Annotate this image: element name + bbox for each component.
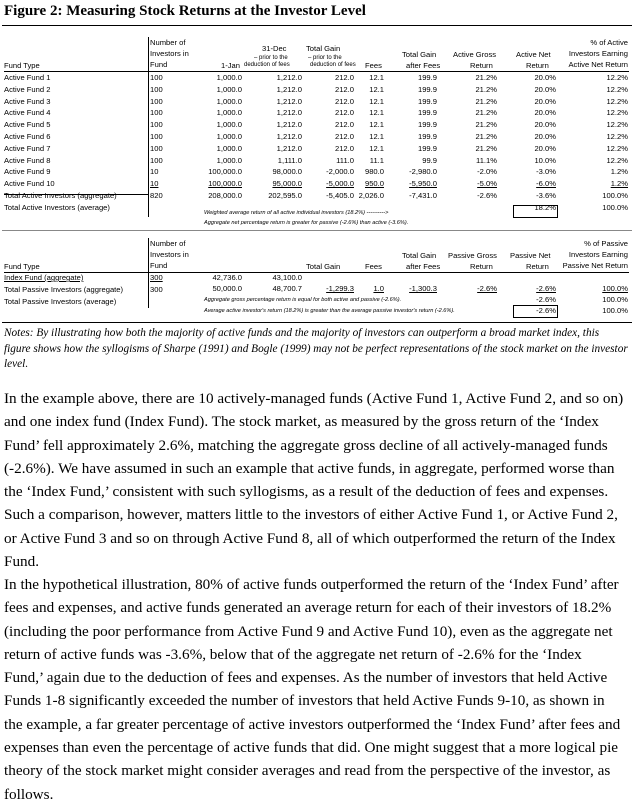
active-row-net: 20.0%	[534, 96, 556, 106]
active-row-gross: 21.2%	[475, 143, 497, 153]
active-row-fund: Total Active Investors (average)	[4, 202, 110, 212]
active-row-fees: 12.1	[369, 96, 384, 106]
active-row-dec31: 1,111.0	[277, 155, 302, 165]
active-hdr-after-1: Total Gain	[402, 50, 437, 59]
active-row-fund: Active Fund 7	[4, 143, 51, 153]
passive-row-investors: 300	[150, 273, 163, 282]
body-paragraph-1: In the example above, there are 10 actively-managed funds (Active Fund 1, Active Fund 2, and so on) and one index fund (Index Fund). The stock market, as measured by the gross return of the ‘Index Fund’ fell approximately 2.6%, matching the aggregate gross decline of all actively-managed funds (-2.6%). We have assumed in such an example that active funds, in aggregate, performed worse than the ‘Index Fund,’ consistent with such syllogisms, as a result of the deduction of fees and expenses. Such a comparison, however, matters little to the investors of either Active Fund 1, or Active Fund 2, or Active Fund 3 and so on through Active Fund 8, all of which outperformed the return of the Index Fund.	[4, 390, 624, 571]
active-row-fund: Active Fund 3	[4, 96, 51, 106]
active-row-jan1: 1,000.0	[216, 143, 242, 153]
active-row-investors: 100	[150, 73, 163, 82]
active-row-gross: 21.2%	[475, 120, 497, 130]
passive-row-dec31: 48,700.7	[272, 284, 302, 293]
passive-hdr-net-1: Passive Net	[510, 251, 551, 260]
avg-net-return-box	[513, 205, 558, 218]
active-row-investors: 10	[150, 167, 159, 177]
active-row-gross: 21.2%	[475, 108, 497, 118]
active-row-fund: Active Fund 5	[4, 120, 51, 130]
passive-col-divider	[148, 238, 149, 308]
active-row-fund: Active Fund 2	[4, 84, 51, 94]
active-table	[4, 37, 628, 229]
figure-notes: Notes: By illustrating how both the majority of active funds and the majority of investors can outperform a broad market index, this figure shows how the syllogisms of Sharpe (1991) and Bogle (1999) may not be perfect representations of the stock market on the investor level.	[4, 327, 628, 370]
passive-total-agg-investors: 300	[150, 285, 163, 294]
active-row-fund: Active Fund 10	[4, 179, 55, 189]
active-row-after: -2,980.0	[409, 167, 437, 177]
active-row-after: 199.9	[417, 132, 437, 141]
passive-hdr-gross-1: Passive Gross	[448, 251, 497, 260]
active-row-net: -6.0%	[536, 179, 556, 189]
active-row-net: 20.0%	[534, 120, 556, 130]
active-row-jan1: 1,000.0	[216, 96, 242, 106]
passive-row-gross: -2.6%	[477, 284, 497, 293]
active-row-gross: 21.2%	[475, 73, 497, 82]
active-row-after: 199.9	[417, 96, 437, 106]
passive-hdr-pct-2: Investors Earning	[568, 250, 628, 259]
active-row-gain: -5,000.0	[326, 179, 354, 189]
active-hdr-net-1: Active Net	[516, 50, 551, 59]
active-row-investors: 100	[150, 96, 163, 106]
active-row-after: 199.9	[417, 120, 437, 130]
active-row-investors: 100	[150, 84, 163, 94]
active-row-net: 18.2%	[534, 202, 556, 212]
active-hdr-investors-2: Investors in	[150, 49, 189, 58]
active-hdr-fees: Fees	[365, 61, 382, 70]
active-row-dec31: 1,212.0	[276, 120, 302, 130]
active-row-net: 10.0%	[534, 155, 556, 165]
active-row-dec31: 1,212.0	[276, 84, 302, 94]
active-row-gain: 212.0	[334, 73, 354, 82]
active-row-jan1: 1,000.0	[216, 73, 242, 82]
active-row-gain: -2,000.0	[326, 167, 354, 177]
passive-row-after: -1,300.3	[409, 284, 437, 293]
passive-note-1: Aggregate gross percentage return is equal for both active and passive (-2.6%).	[204, 297, 402, 303]
passive-hdr-total-gain: Total Gain	[306, 262, 341, 271]
active-row-after: -7,431.0	[409, 191, 437, 200]
active-row-after: 199.9	[417, 84, 437, 94]
figure-top-rule	[2, 25, 632, 26]
active-row-fees: 12.1	[369, 84, 384, 94]
active-row-jan1: 1,000.0	[216, 132, 242, 141]
passive-note-2: Average active investor's return (18.2%) is greater than the average passive investor's return (-2.6%).	[204, 308, 455, 314]
active-row-jan1: 208,000.0	[208, 191, 242, 200]
active-row-jan1: 1,000.0	[216, 108, 242, 118]
active-row-fees: 12.1	[369, 143, 384, 153]
active-row-net: -3.6%	[536, 191, 556, 200]
active-hdr-after-2: after Fees	[406, 61, 441, 70]
active-hdr-jan1: 1-Jan	[221, 61, 240, 70]
active-row-dec31: 1,212.0	[276, 143, 302, 153]
active-row-investors: 820	[150, 191, 163, 200]
active-row-fees: 2,026.0	[358, 191, 384, 200]
active-row-investors: 100	[150, 108, 163, 118]
active-row-fund: Active Fund 8	[4, 155, 51, 165]
passive-total-agg-net: -2.6%	[536, 295, 556, 304]
active-row-net: 20.0%	[534, 108, 556, 118]
active-row-fund: Active Fund 6	[4, 132, 51, 141]
passive-hdr-after-1: Total Gain	[402, 251, 437, 260]
active-row-dec31: 1,212.0	[276, 73, 302, 82]
active-row-gross: 21.2%	[475, 84, 497, 94]
active-row-jan1: 100,000.0	[208, 179, 242, 189]
passive-total-avg-net: -2.6%	[536, 306, 556, 315]
active-hdr-net-2: Return	[526, 61, 549, 70]
active-row-dec31: 98,000.0	[272, 167, 302, 177]
active-row-dec31: 1,212.0	[276, 108, 302, 118]
active-hdr-total-gain: Total Gain	[306, 44, 341, 53]
active-row-gain: 212.0	[334, 96, 354, 106]
active-col-divider	[148, 37, 149, 217]
passive-hdr-pct-3: Passive Net Return	[562, 261, 628, 270]
active-row-pct: 12.2%	[606, 155, 628, 165]
active-row-jan1: 1,000.0	[216, 84, 242, 94]
active-row-gross: 11.1%	[476, 155, 497, 165]
active-row-gain: 212.0	[334, 84, 354, 94]
active-row-fund: Total Active Investors (aggregate)	[4, 191, 117, 200]
passive-total-avg-pct: 100.0%	[602, 306, 628, 315]
active-row-pct: 100.0%	[602, 202, 628, 212]
active-row-gross: 21.2%	[475, 132, 497, 141]
passive-row-dec31-a: 43,100.0	[272, 273, 302, 282]
active-hdr-investors-3: Fund	[150, 60, 168, 69]
active-row-gain: -5,405.0	[326, 191, 354, 200]
active-row-pct: 12.2%	[606, 132, 628, 141]
passive-avg-net-box	[513, 305, 558, 318]
passive-hdr-net-2: Return	[526, 262, 549, 271]
passive-hdr-gross-2: Return	[470, 262, 493, 271]
active-row-dec31: 95,000.0	[272, 179, 302, 189]
passive-row-fees: 1.0	[373, 284, 384, 293]
active-hdr-investors-1: Number of	[150, 38, 186, 47]
active-row-gross: 21.2%	[475, 96, 497, 106]
passive-hdr-after-2: after Fees	[406, 262, 441, 271]
active-row-fees: 12.1	[369, 73, 384, 82]
active-row-after: 199.9	[417, 73, 437, 82]
passive-hdr-fees: Fees	[365, 262, 382, 271]
active-hdr-gross-2: Return	[470, 61, 493, 70]
passive-row-net: -2.6%	[536, 284, 556, 293]
active-row-jan1: 1,000.0	[216, 155, 242, 165]
active-hdr-fund-type: Fund Type	[4, 61, 40, 70]
active-row-fees: 950.0	[364, 179, 384, 189]
active-note-2: Aggregate net percentage return is greater for passive (-2.6%) than active (-3.6%).	[204, 220, 409, 226]
passive-hdr-fund-type: Fund Type	[4, 262, 40, 271]
active-row-gross: -2.0%	[477, 167, 497, 177]
active-row-pct: 12.2%	[606, 84, 628, 94]
active-row-gross: -2.6%	[477, 191, 497, 200]
passive-row-pct: 100.0%	[602, 284, 628, 293]
active-hdr-pct-3: Active Net Return	[568, 60, 628, 69]
active-row-pct: 12.2%	[606, 73, 628, 82]
active-row-dec31: 1,212.0	[276, 96, 302, 106]
passive-row-jan1-a: 42,736.0	[212, 273, 242, 282]
active-row-gain: 111.0	[336, 155, 354, 165]
active-row-pct: 1.2%	[610, 167, 628, 177]
active-row-net: 20.0%	[534, 143, 556, 153]
active-row-fund: Active Fund 4	[4, 108, 51, 118]
passive-hdr-investors-3: Fund	[150, 261, 168, 270]
active-row-fund: Active Fund 1	[4, 73, 51, 82]
active-row-fees: 12.1	[369, 108, 384, 118]
body-paragraph-2: In the hypothetical illustration, 80% of active funds outperformed the return of the ‘Index Fund’ after fees and expenses, and active funds generated an average return for each of their investors of 18.2% (including the poor performance from Active Fund 9 and Active Fund 10), even as the aggregate net return of active funds was -3.6%, below that of the aggregate net return of -2.6% for the ‘Index Fund,’ again due to the deduction of fees and expenses. As the number of investors that held Active Funds 1-8 significantly exceeded the number of investors that held Active Funds 9-10, as shown in the example, a far greater percentage of active investors outperformed the ‘Index Fund’ after fees and expenses than even the percentage of active funds that did. One might suggest that a more logical pie theory of the stock market might consider averages and read from the perspective of the investor, as follows.	[4, 576, 621, 803]
active-row-investors: 100	[150, 143, 163, 153]
active-row-jan1: 1,000.0	[216, 120, 242, 130]
active-hdr-gross-1: Active Gross	[453, 50, 497, 59]
active-row-gain: 212.0	[334, 108, 354, 118]
passive-row-gain: -1,299.3	[326, 284, 354, 293]
table-divider	[2, 230, 632, 231]
active-row-jan1: 100,000.0	[208, 167, 242, 177]
active-row-pct: 100.0%	[602, 191, 628, 200]
active-row-net: -3.0%	[536, 167, 556, 177]
passive-table	[4, 238, 628, 320]
active-row-after: 99.9	[422, 155, 437, 165]
active-row-after: 199.9	[417, 143, 437, 153]
active-row-pct: 12.2%	[606, 120, 628, 130]
passive-hdr-investors-2: Investors in	[150, 250, 189, 259]
active-row-investors: 100	[150, 155, 163, 165]
active-row-investors: 100	[150, 132, 163, 141]
passive-hdr-investors-1: Number of	[150, 239, 186, 248]
active-hdr-pct-1: % of Active	[590, 38, 628, 47]
figure-bottom-rule	[2, 322, 632, 323]
active-row-after: 199.9	[417, 108, 437, 118]
active-row-gain: 212.0	[334, 143, 354, 153]
active-row-gross: -5.0%	[477, 179, 497, 189]
active-row-investors: 100	[150, 120, 163, 130]
active-hdr-pct-2: Investors Earning	[568, 49, 628, 58]
active-hdr-total-gain-sub1: – prior to the	[308, 55, 342, 61]
active-hdr-total-gain-sub2: deduction of fees	[310, 62, 356, 68]
active-note-1: Weighted average return of all active individual investors (18.2%) ---------->	[204, 210, 389, 216]
active-row-pct: 1.2%	[610, 179, 628, 189]
passive-total-avg-label: Total Passive Investors (average)	[4, 297, 117, 306]
active-row-pct: 12.2%	[606, 96, 628, 106]
active-row-investors: 10	[150, 179, 159, 189]
active-row-fees: 12.1	[369, 132, 384, 141]
passive-total-agg-pct: 100.0%	[602, 295, 628, 304]
active-row-pct: 12.2%	[606, 143, 628, 153]
active-row-pct: 12.2%	[606, 108, 628, 118]
passive-hdr-pct-1: % of Passive	[584, 239, 628, 248]
passive-row-jan1: 50,000.0	[212, 284, 242, 293]
active-row-fees: 980.0	[364, 167, 384, 177]
active-row-net: 20.0%	[534, 84, 556, 94]
active-row-dec31: 1,212.0	[276, 132, 302, 141]
active-hdr-dec31: 31-Dec	[262, 44, 287, 53]
passive-total-agg-label: Total Passive Investors (aggregate)	[4, 285, 124, 294]
active-row-gain: 212.0	[334, 120, 354, 130]
active-row-net: 20.0%	[534, 132, 556, 141]
passive-row-fund: Index Fund (aggregate)	[4, 273, 84, 282]
active-row-fees: 11.1	[369, 155, 384, 165]
active-hdr-dec31-sub: – prior to the	[254, 55, 288, 61]
active-row-dec31: 202,595.0	[268, 191, 302, 200]
figure-title: Figure 2: Measuring Stock Returns at the Investor Level	[4, 3, 366, 19]
active-row-fees: 12.1	[369, 120, 384, 130]
active-row-gain: 212.0	[334, 132, 354, 141]
active-row-net: 20.0%	[534, 73, 556, 82]
active-row-after: -5,950.0	[409, 179, 437, 189]
active-row-fund: Active Fund 9	[4, 167, 51, 177]
active-hdr-jan1-sub: deduction of fees	[244, 62, 290, 68]
